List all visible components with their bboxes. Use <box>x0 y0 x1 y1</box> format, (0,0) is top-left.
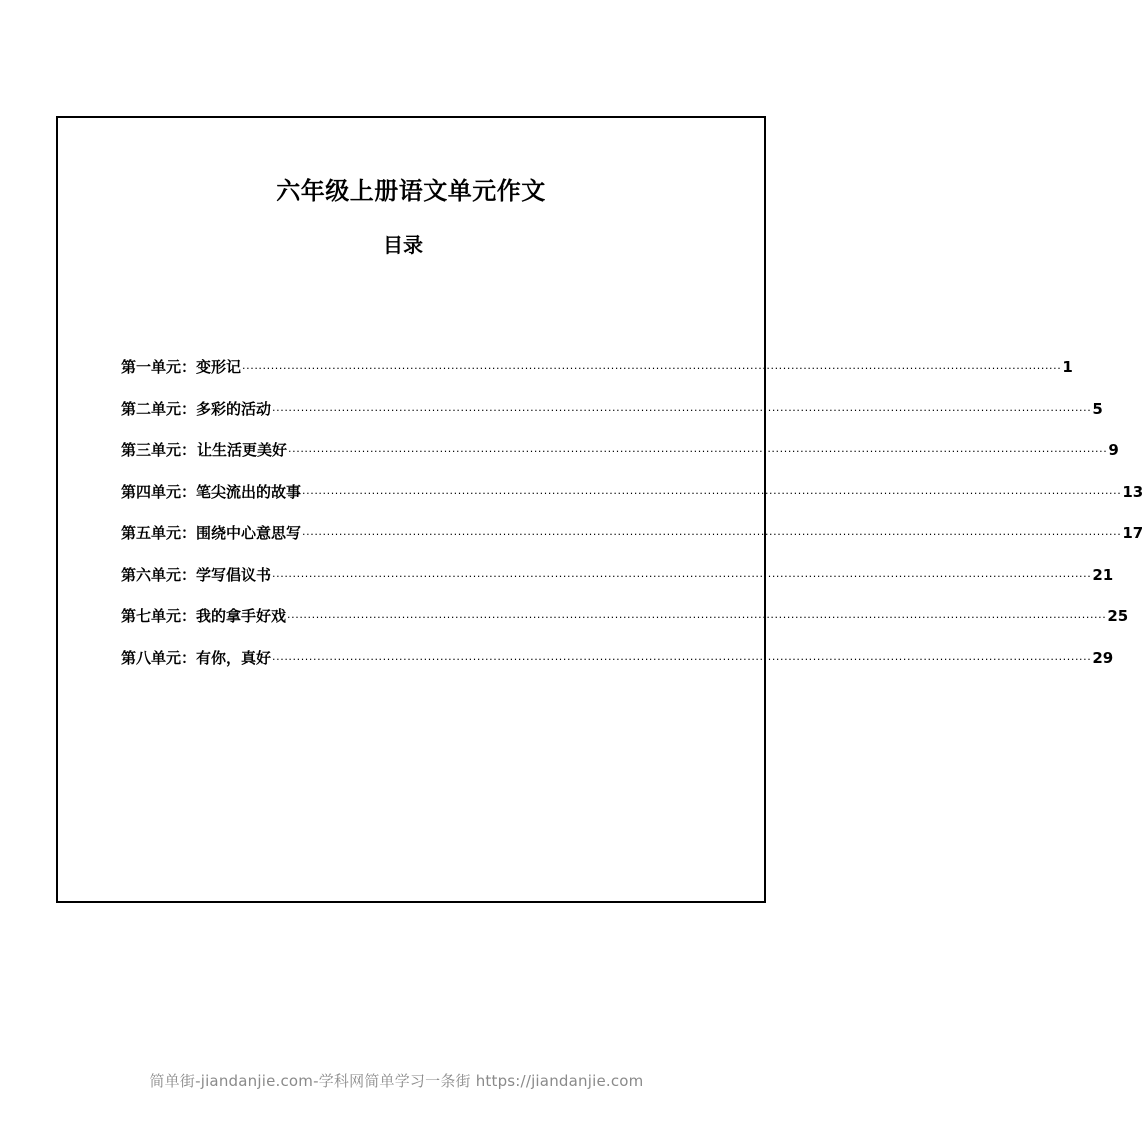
toc-page-number: 9 <box>1108 441 1119 459</box>
toc-unit-label: 第二单元： <box>121 399 197 418</box>
toc-page-number: 1 <box>1062 358 1073 376</box>
toc-topic: 围绕中心意思写 <box>196 524 302 542</box>
toc-page-number: 5 <box>1092 399 1103 418</box>
toc-unit-label: 第一单元： <box>121 358 197 376</box>
toc-entry-unit-1[interactable] <box>121 356 1073 398</box>
toc-entry-unit-7[interactable] <box>121 605 1129 647</box>
toc-dot-leader: ········································································································································································································ <box>288 445 1108 458</box>
toc-dot-leader: ········································································································································································································ <box>272 652 1092 666</box>
toc-page-number: 13 <box>1122 482 1143 501</box>
toc-topic: 让生活更美好 <box>197 441 288 459</box>
toc-entry-unit-4[interactable] <box>121 481 1143 523</box>
toc-dot-leader: ········································································································································································································ <box>242 362 1062 375</box>
toc-topic: 变形记 <box>196 358 242 376</box>
toc-unit-label: 第八单元： <box>121 648 197 667</box>
toc-heading: 目录 <box>383 233 423 257</box>
toc-topic: 笔尖流出的故事 <box>196 482 302 501</box>
toc-page-number: 29 <box>1092 648 1114 667</box>
toc-unit-label: 第七单元： <box>121 607 197 625</box>
toc-page-number: 25 <box>1107 607 1129 625</box>
toc-unit-label: 第六单元： <box>121 565 197 584</box>
toc-topic: 多彩的活动 <box>196 399 272 418</box>
toc-entry-unit-3[interactable] <box>121 439 1119 481</box>
toc-unit-label: 第四单元： <box>121 482 197 501</box>
toc-entry-unit-2[interactable] <box>121 398 1103 440</box>
document-frame <box>56 116 1143 903</box>
table-of-contents <box>121 356 1143 688</box>
toc-unit-label: 第五单元： <box>121 524 197 542</box>
toc-dot-leader: ········································································································································································································ <box>302 486 1122 500</box>
toc-entry-unit-5[interactable] <box>121 522 1143 564</box>
toc-entry-unit-8[interactable] <box>121 647 1114 689</box>
toc-entry-unit-6[interactable] <box>121 564 1114 606</box>
toc-dot-leader: ········································································································································································································ <box>302 528 1122 541</box>
toc-page-number: 21 <box>1092 565 1114 584</box>
toc-topic: 有你，真好 <box>196 648 272 667</box>
toc-page-number: 17 <box>1122 524 1143 542</box>
toc-dot-leader: ········································································································································································································ <box>272 569 1092 583</box>
page-footer: 简单街-jiandanjie.com-学科网简单学习一条街 https://jiandanjie.com <box>149 1072 644 1090</box>
toc-topic: 我的拿手好戏 <box>196 607 287 625</box>
document-title: 六年级上册语文单元作文 <box>276 177 546 205</box>
toc-dot-leader: ········································································································································································································ <box>287 611 1107 624</box>
toc-dot-leader: ········································································································································································································ <box>272 403 1092 417</box>
toc-topic: 学写倡议书 <box>196 565 272 584</box>
toc-unit-label: 第三单元： <box>121 441 197 459</box>
